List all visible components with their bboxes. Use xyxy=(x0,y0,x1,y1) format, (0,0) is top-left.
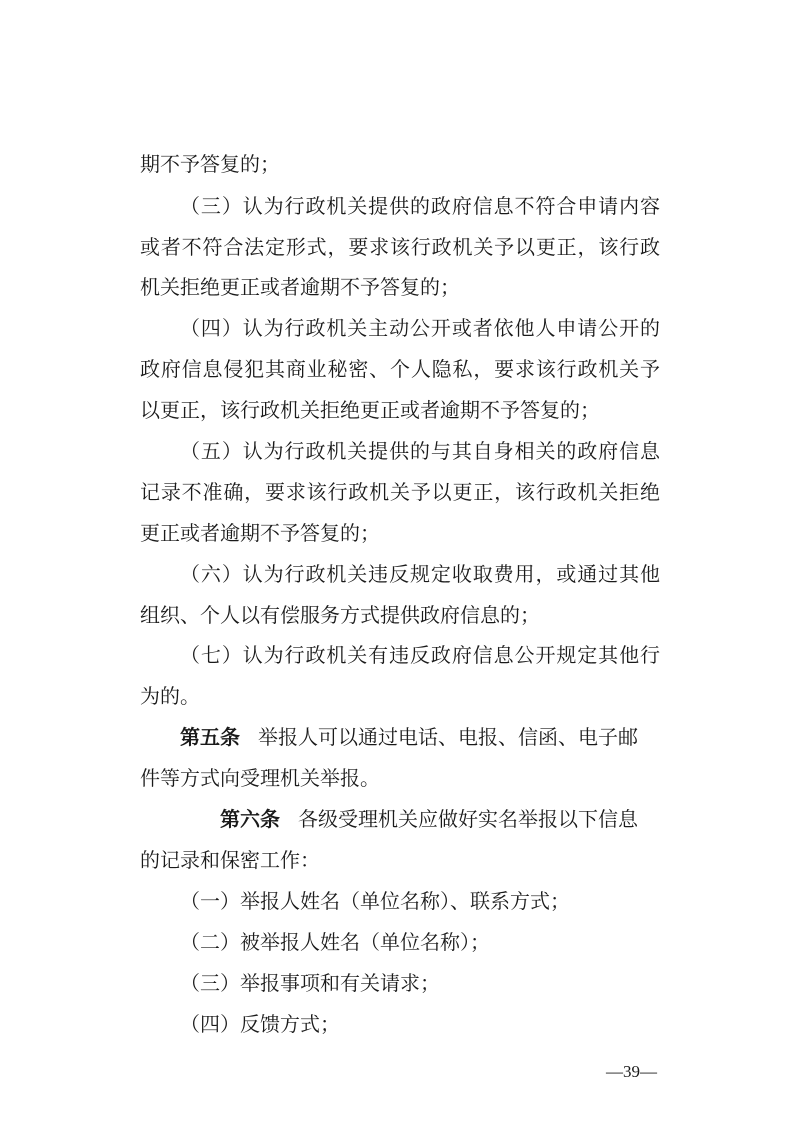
text-line: 或者不符合法定形式，要求该行政机关予以更正，该行政 xyxy=(140,235,660,259)
text-line: 更正或者逾期不予答复的； xyxy=(140,521,380,545)
list-item: （一）举报人姓名（单位名称）、联系方式； xyxy=(180,889,570,913)
text-line: 为的。 xyxy=(140,684,200,708)
text-line: （六）认为行政机关违反规定收取费用，或通过其他 xyxy=(180,562,660,586)
text-line: 政府信息侵犯其商业秘密、个人隐私，要求该行政机关予 xyxy=(140,357,660,381)
text-line: 的记录和保密工作： xyxy=(140,848,320,872)
article-6-text: 各级受理机关应做好实名举报以下信息 xyxy=(298,807,638,831)
text-line: 以更正，该行政机关拒绝更正或者逾期不予答复的； xyxy=(140,398,600,422)
text-line: 件等方式向受理机关举报。 xyxy=(140,766,380,790)
article-5-title: 第五条 xyxy=(180,725,240,749)
list-item: （三）举报事项和有关请求； xyxy=(180,971,440,995)
text-line: （四）认为行政机关主动公开或者依他人申请公开的 xyxy=(180,316,660,340)
article-6-title: 第六条 xyxy=(220,807,280,831)
text-line: 期不予答复的； xyxy=(140,152,280,176)
page-number: —39— xyxy=(606,1062,657,1081)
text-line: 记录不准确，要求该行政机关予以更正，该行政机关拒绝 xyxy=(140,480,660,504)
text-line: （三）认为行政机关提供的政府信息不符合申请内容 xyxy=(180,194,660,218)
text-line: （五）认为行政机关提供的与其自身相关的政府信息 xyxy=(180,439,660,463)
text-line: （七）认为行政机关有违反政府信息公开规定其他行 xyxy=(180,643,660,667)
list-item: （四）反馈方式； xyxy=(180,1012,340,1036)
text-line: 组织、个人以有偿服务方式提供政府信息的； xyxy=(140,603,540,627)
article-6-line xyxy=(220,805,660,833)
article-5-line xyxy=(180,723,660,751)
list-item: （二）被举报人姓名（单位名称）； xyxy=(180,930,490,954)
text-line: 机关拒绝更正或者逾期不予答复的； xyxy=(140,275,460,299)
article-5-text: 举报人可以通过电话、电报、信函、电子邮 xyxy=(258,725,638,749)
